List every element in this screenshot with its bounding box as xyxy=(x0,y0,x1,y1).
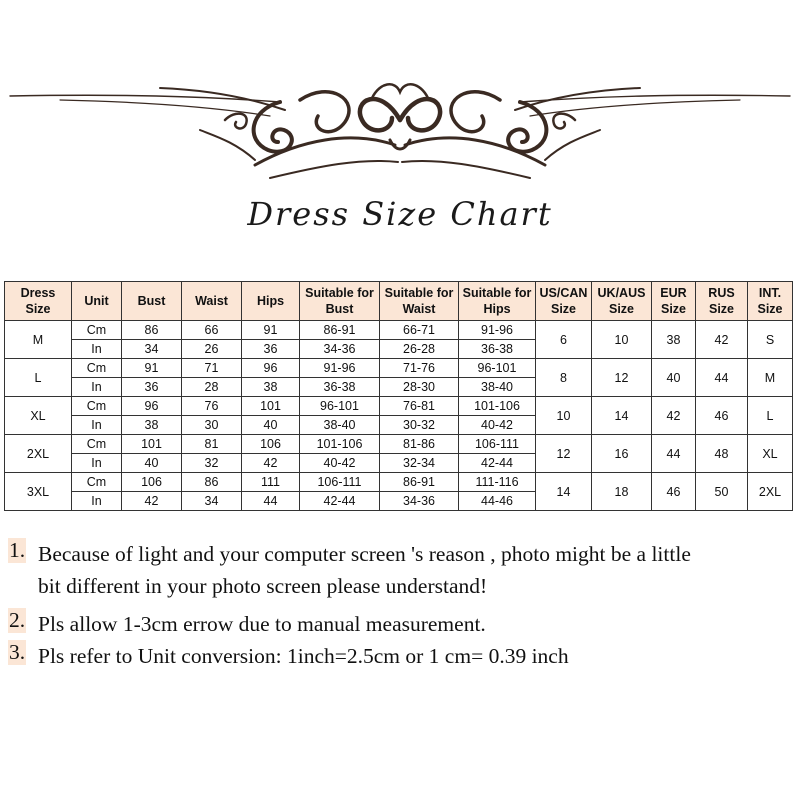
column-header-text: Suitable for xyxy=(305,286,374,300)
measurement-cell: 44 xyxy=(242,492,300,511)
measurement-cell: In xyxy=(72,454,122,473)
measurement-cell: 111 xyxy=(242,473,300,492)
header-row xyxy=(5,282,793,321)
measurement-cell: Cm xyxy=(72,473,122,492)
rus-size-cell: 48 xyxy=(696,435,748,473)
column-header-text: Suitable for xyxy=(462,286,532,300)
measurement-cell: 91-96 xyxy=(459,321,536,340)
note-text: Pls allow 1-3cm errow due to manual measurement. xyxy=(38,612,486,636)
measurement-cell: 28-30 xyxy=(380,378,459,397)
column-header xyxy=(592,282,652,321)
measurement-cell: 76 xyxy=(182,397,242,416)
us-size-cell: 10 xyxy=(536,397,592,435)
measurement-cell: 40 xyxy=(242,416,300,435)
measurement-cell: 101 xyxy=(242,397,300,416)
measurement-cell: 91 xyxy=(242,321,300,340)
measurement-cell: In xyxy=(72,340,122,359)
measurement-cell: 42-44 xyxy=(300,492,380,511)
measurement-cell: 38-40 xyxy=(300,416,380,435)
column-header-text: UK/AUS xyxy=(597,286,646,300)
us-size-cell: 12 xyxy=(536,435,592,473)
measurement-cell: 30-32 xyxy=(380,416,459,435)
measurement-cell: 106-111 xyxy=(300,473,380,492)
measurement-cell: 66-71 xyxy=(380,321,459,340)
measurement-cell: 91 xyxy=(122,359,182,378)
eur-size-cell: 42 xyxy=(652,397,696,435)
measurement-cell: 26-28 xyxy=(380,340,459,359)
uk-size-cell: 16 xyxy=(592,435,652,473)
uk-size-cell: 18 xyxy=(592,473,652,511)
column-header xyxy=(242,282,300,321)
column-header xyxy=(536,282,592,321)
measurement-cell: 101-106 xyxy=(459,397,536,416)
measurement-cell: 66 xyxy=(182,321,242,340)
column-header-text: Dress xyxy=(20,286,56,300)
measurement-cell: 40-42 xyxy=(300,454,380,473)
us-size-cell: 14 xyxy=(536,473,592,511)
note-number: 3. xyxy=(9,640,26,664)
measurement-cell: 81-86 xyxy=(380,435,459,454)
measurement-cell: 40 xyxy=(122,454,182,473)
measurement-cell: 71 xyxy=(182,359,242,378)
measurement-cell: 86 xyxy=(122,321,182,340)
measurement-cell: 26 xyxy=(182,340,242,359)
column-header xyxy=(748,282,793,321)
column-header xyxy=(696,282,748,321)
column-header xyxy=(459,282,536,321)
measurement-cell: Cm xyxy=(72,397,122,416)
measurement-cell: 96 xyxy=(122,397,182,416)
note-text: Pls refer to Unit conversion: 1inch=2.5cm or 1 cm= 0.39 inch xyxy=(38,644,569,668)
measurement-cell: 81 xyxy=(182,435,242,454)
note-2 xyxy=(8,608,794,640)
column-header xyxy=(5,282,72,321)
measurement-cell: In xyxy=(72,378,122,397)
measurement-cell: 36 xyxy=(122,378,182,397)
measurement-cell: 106-111 xyxy=(459,435,536,454)
eur-size-cell: 44 xyxy=(652,435,696,473)
measurement-cell: Cm xyxy=(72,435,122,454)
rus-size-cell: 46 xyxy=(696,397,748,435)
measurement-cell: 36 xyxy=(242,340,300,359)
column-header-text: Bust xyxy=(325,302,354,316)
column-header-text: Suitable for xyxy=(384,286,454,300)
note-number: 2. xyxy=(9,608,26,632)
int-size-cell: XL xyxy=(748,435,793,473)
measurement-cell: 101 xyxy=(122,435,182,454)
measurement-cell: 34-36 xyxy=(380,492,459,511)
column-header-text: Size xyxy=(608,302,634,316)
note-3 xyxy=(8,640,794,672)
measurement-cell: 36-38 xyxy=(300,378,380,397)
measurement-cell: 36-38 xyxy=(459,340,536,359)
measurement-cell: 106 xyxy=(242,435,300,454)
measurement-cell: 30 xyxy=(182,416,242,435)
notes-section xyxy=(8,538,794,672)
measurement-cell: 34-36 xyxy=(300,340,380,359)
measurement-cell: 32-34 xyxy=(380,454,459,473)
measurement-cell: 42 xyxy=(122,492,182,511)
measurement-cell: 86 xyxy=(182,473,242,492)
column-header xyxy=(122,282,182,321)
int-size-cell: L xyxy=(748,397,793,435)
size-chart-table xyxy=(4,281,793,511)
measurement-cell: In xyxy=(72,492,122,511)
uk-size-cell: 10 xyxy=(592,321,652,359)
flourish-divider-icon xyxy=(0,70,800,190)
column-header-text: Size xyxy=(660,302,686,316)
note-1 xyxy=(8,538,794,602)
table-row xyxy=(5,359,793,378)
measurement-cell: 38-40 xyxy=(459,378,536,397)
column-header-text: INT. xyxy=(758,286,782,300)
dress-size-cell: XL xyxy=(5,397,72,435)
note-text: bit different in your photo screen please understand! xyxy=(38,574,488,598)
measurement-cell: 34 xyxy=(122,340,182,359)
uk-size-cell: 12 xyxy=(592,359,652,397)
table-row xyxy=(5,321,793,340)
measurement-cell: 40-42 xyxy=(459,416,536,435)
measurement-cell: 44-46 xyxy=(459,492,536,511)
eur-size-cell: 46 xyxy=(652,473,696,511)
dress-size-cell: M xyxy=(5,321,72,359)
rus-size-cell: 42 xyxy=(696,321,748,359)
column-header-text: Size xyxy=(25,302,51,316)
column-header xyxy=(380,282,459,321)
table-row xyxy=(5,473,793,492)
measurement-cell: 76-81 xyxy=(380,397,459,416)
measurement-cell: 86-91 xyxy=(300,321,380,340)
eur-size-cell: 40 xyxy=(652,359,696,397)
int-size-cell: M xyxy=(748,359,793,397)
dress-size-cell: L xyxy=(5,359,72,397)
column-header-text: EUR xyxy=(660,286,687,300)
column-header-text: RUS xyxy=(708,286,735,300)
table-row xyxy=(5,435,793,454)
measurement-cell: 28 xyxy=(182,378,242,397)
column-header xyxy=(72,282,122,321)
rus-size-cell: 44 xyxy=(696,359,748,397)
column-header-text: Bust xyxy=(137,294,166,308)
column-header-text: US/CAN xyxy=(539,286,588,300)
column-header xyxy=(300,282,380,321)
column-header-text: Unit xyxy=(84,294,109,308)
measurement-cell: 86-91 xyxy=(380,473,459,492)
us-size-cell: 8 xyxy=(536,359,592,397)
measurement-cell: 96-101 xyxy=(300,397,380,416)
column-header-text: Hips xyxy=(483,302,511,316)
measurement-cell: 38 xyxy=(242,378,300,397)
dress-size-cell: 2XL xyxy=(5,435,72,473)
measurement-cell: In xyxy=(72,416,122,435)
column-header xyxy=(182,282,242,321)
int-size-cell: S xyxy=(748,321,793,359)
dress-size-cell: 3XL xyxy=(5,473,72,511)
measurement-cell: 96 xyxy=(242,359,300,378)
measurement-cell: 91-96 xyxy=(300,359,380,378)
measurement-cell: 34 xyxy=(182,492,242,511)
column-header-text: Size xyxy=(550,302,576,316)
column-header xyxy=(652,282,696,321)
column-header-text: Waist xyxy=(195,294,228,308)
measurement-cell: 42-44 xyxy=(459,454,536,473)
measurement-cell: 32 xyxy=(182,454,242,473)
column-header-text: Size xyxy=(757,302,783,316)
us-size-cell: 6 xyxy=(536,321,592,359)
note-number: 1. xyxy=(9,538,26,562)
measurement-cell: Cm xyxy=(72,359,122,378)
uk-size-cell: 14 xyxy=(592,397,652,435)
measurement-cell: 101-106 xyxy=(300,435,380,454)
measurement-cell: Cm xyxy=(72,321,122,340)
measurement-cell: 111-116 xyxy=(459,473,536,492)
measurement-cell: 71-76 xyxy=(380,359,459,378)
int-size-cell: 2XL xyxy=(748,473,793,511)
table-row xyxy=(5,397,793,416)
measurement-cell: 38 xyxy=(122,416,182,435)
page-title: Dress Size Chart xyxy=(247,195,553,233)
column-header-text: Waist xyxy=(402,302,436,316)
note-text: Because of light and your computer screen 's reason , photo might be a little xyxy=(38,542,691,566)
measurement-cell: 42 xyxy=(242,454,300,473)
rus-size-cell: 50 xyxy=(696,473,748,511)
measurement-cell: 96-101 xyxy=(459,359,536,378)
measurement-cell: 106 xyxy=(122,473,182,492)
column-header-text: Hips xyxy=(256,294,285,308)
eur-size-cell: 38 xyxy=(652,321,696,359)
column-header-text: Size xyxy=(708,302,734,316)
